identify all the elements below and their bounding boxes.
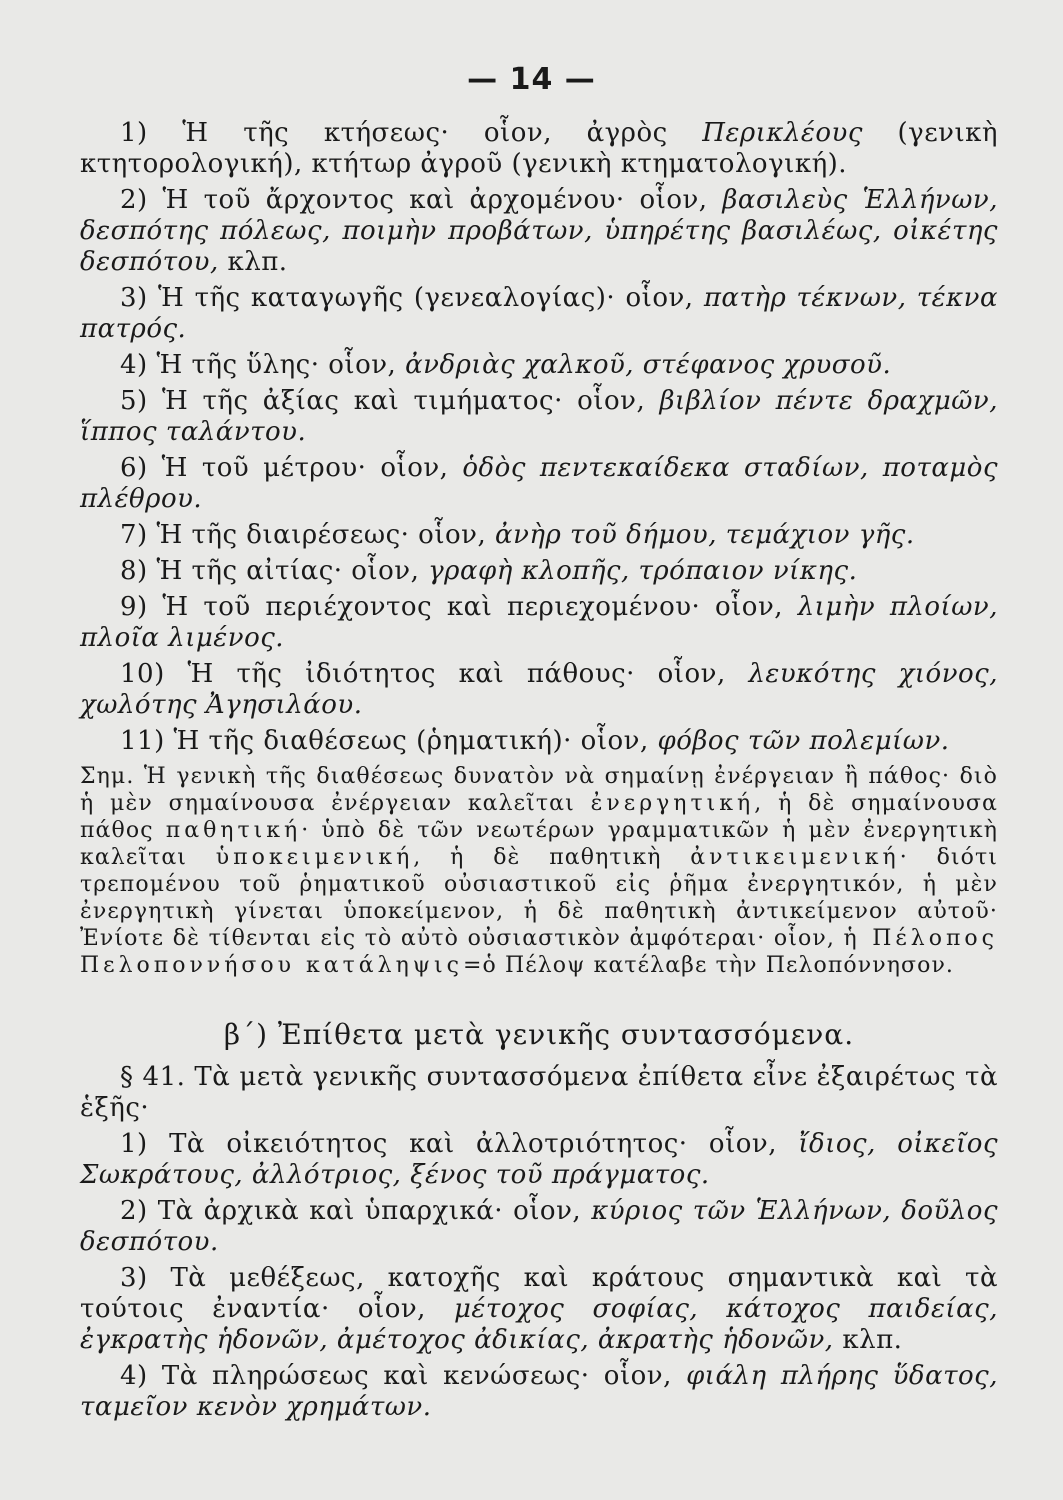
adjective-kinds-list bbox=[80, 1129, 998, 1423]
item-italic: βασιλεὺς Ἑλλήνων, δεσπότης πόλεως, ποιμὴν προβάτων, ὑπηρέτης βασιλέως, οἰκέτης δεσπότου, bbox=[80, 185, 998, 277]
item-plain: Τὰ ἀρχικὰ καὶ ὑπαρχικά· οἷον, bbox=[157, 1196, 592, 1226]
item-plain: Ἡ τῆς ὕλης· οἷον, bbox=[156, 350, 406, 380]
note bbox=[80, 763, 998, 979]
item-plain: Ἡ τοῦ ἄρχοντος καὶ ἀρχομένου· οἷον, bbox=[162, 185, 723, 215]
item-italic: ἀνὴρ τοῦ δήμου, τεμάχιον γῆς. bbox=[495, 520, 915, 550]
item-italic: μέτοχος σοφίας, κάτοχος παιδείας, ἐγκρατὴς ἡδονῶν, ἀμέτοχος ἀδικίας, ἀκρατὴς ἡδονῶν, bbox=[80, 1294, 998, 1355]
item-num: 1) bbox=[120, 118, 148, 148]
item-num: 6) bbox=[120, 453, 148, 483]
item-num: 11) bbox=[120, 726, 165, 756]
note-text: , ἡ δὲ παθητικὴ bbox=[413, 845, 691, 870]
list-item bbox=[80, 556, 998, 587]
item-plain: Τὰ πληρώσεως καὶ κενώσεως· οἷον, bbox=[161, 1361, 687, 1391]
section-title: β΄) Ἐπίθετα μετὰ γενικῆς συντασσόμενα. bbox=[223, 1018, 855, 1051]
main-text bbox=[80, 118, 998, 1428]
list-item bbox=[80, 453, 998, 515]
list-item bbox=[80, 118, 998, 180]
note-term: ὑποκειμενική bbox=[215, 845, 414, 870]
note-term: παθητική bbox=[165, 818, 302, 843]
item-plain: Ἡ τῆς ἀξίας καὶ τιμήματος· οἷον, bbox=[161, 386, 660, 416]
item-num: 9) bbox=[120, 592, 148, 622]
item-num: 3) bbox=[120, 283, 148, 313]
item-plain: Ἡ τῆς καταγωγῆς (γενεαλογίας)· οἷον, bbox=[157, 283, 704, 313]
note-text: · ὑπὸ δὲ τῶν νεωτέρων γραμματικῶν ἡ μὲν ἐνεργητικὴ καλεῖται bbox=[80, 818, 998, 870]
list-item bbox=[80, 1196, 998, 1258]
item-num: 3) bbox=[120, 1263, 148, 1293]
item-plain: Ἡ τοῦ μέτρου· οἷον, bbox=[161, 453, 463, 483]
paragraph-text: Τὰ μετὰ γενικῆς συντασσόμενα ἐπίθετα εἶνε ἐξαιρέτως τὰ ἑξῆς· bbox=[80, 1062, 998, 1123]
item-plain: Ἡ τῆς διαθέσεως (ῥηματική)· οἷον, bbox=[173, 726, 658, 756]
item-num: 5) bbox=[120, 386, 148, 416]
item-italic: γραφὴ κλοπῆς, τρόπαιον νίκης. bbox=[428, 556, 858, 586]
item-num: 10) bbox=[120, 659, 165, 689]
genitive-kinds-list bbox=[80, 118, 998, 757]
item-num: 1) bbox=[120, 1129, 148, 1159]
note-text: · διότι τρεπομένου τοῦ ῥηματικοῦ οὐσιαστικοῦ εἰς ῥῆμα ἐνεργητικόν, ἡ μὲν ἐνεργητικὴ γίνεται ὑποκείμενον, ἡ δὲ παθητικὴ ἀντικείμενον αὐτοῦ· Ἐνίοτε δὲ τίθενται εἰς τὸ αὐτὸ οὐσιαστικὸν ἀμφότεραι· οἷον, bbox=[80, 845, 998, 951]
paragraph-mark: § 41. bbox=[120, 1062, 186, 1092]
item-italic: πατὴρ τέκνων, τέκνα πατρός. bbox=[80, 283, 999, 344]
item-italic: φιάλη πλήρης ὕδατος, ταμεῖον κενὸν χρημάτων. bbox=[80, 1361, 998, 1422]
item-plain: Τὰ μεθέξεως, κατοχῆς καὶ κράτους σημαντικὰ καὶ τὰ τούτοις ἐναντία· οἷον, bbox=[80, 1263, 998, 1324]
item-num: 7) bbox=[120, 520, 148, 550]
item-italic: λιμὴν πλοίων, πλοῖα λιμένος. bbox=[80, 592, 999, 653]
item-italic: ἴδιος, οἰκεῖος Σωκράτους, ἀλλότριος, ξένος τοῦ πράγματος. bbox=[80, 1129, 999, 1190]
note-text: =ὁ Πέλοψ κατέλαβε τὴν Πελοπόννησον. bbox=[463, 953, 955, 978]
item-italic: λευκότης χιόνος, χωλότης Ἀγησιλάου. bbox=[80, 659, 998, 720]
list-item bbox=[80, 659, 998, 721]
list-item bbox=[80, 726, 998, 757]
item-plain: Ἡ τῆς διαιρέσεως· οἷον, bbox=[156, 520, 496, 550]
list-item bbox=[80, 386, 998, 448]
item-italic: βιβλίον πέντε δραχμῶν, ἵππος ταλάντου. bbox=[80, 386, 998, 447]
note-text: Σημ. Ἡ γενικὴ τῆς διαθέσεως δυνατὸν νὰ σημαίνῃ ἐνέργειαν ἢ πάθος· διὸ ἡ μὲν σημαίνουσα ἐνέργειαν καλεῖται bbox=[80, 764, 998, 816]
list-item bbox=[80, 185, 998, 278]
list-item bbox=[80, 283, 998, 345]
paragraph-41 bbox=[80, 1062, 998, 1124]
list-item bbox=[80, 350, 998, 381]
item-plain: Ἡ τῆς αἰτίας· οἷον, bbox=[156, 556, 429, 586]
list-item bbox=[80, 520, 998, 551]
item-italic: φόβος τῶν πολεμίων. bbox=[657, 726, 950, 756]
list-item bbox=[80, 1129, 998, 1191]
item-plain: Ἡ τοῦ περιέχοντος καὶ περιεχομένου· οἷον, bbox=[162, 592, 798, 622]
item-num: 4) bbox=[120, 350, 148, 380]
item-rest: κλπ. bbox=[833, 1325, 903, 1355]
item-plain: Ἡ τῆς κτήσεως· οἷον, ἀγρὸς bbox=[182, 118, 703, 148]
note-term: ἀντικειμενική bbox=[690, 845, 900, 870]
item-plain: Ἡ τῆς ἰδιότητος καὶ πάθους· οἷον, bbox=[187, 659, 749, 689]
note-text: , ἡ δὲ σημαίνουσα πάθος bbox=[80, 791, 998, 843]
item-italic: κύριος τῶν Ἑλλήνων, δοῦλος δεσπότου. bbox=[80, 1196, 998, 1257]
item-italic: Περικλέους bbox=[702, 118, 863, 148]
item-plain: Τὰ οἰκειότητος καὶ ἀλλοτριότητος· οἷον, bbox=[169, 1129, 799, 1159]
item-num: 2) bbox=[120, 1196, 148, 1226]
item-rest: (γενικὴ κτητορολογική), κτήτωρ ἀγροῦ (γενικὴ κτηματολογική). bbox=[80, 118, 998, 179]
list-item bbox=[80, 592, 998, 654]
note-term: ἐνεργητική bbox=[590, 791, 755, 816]
page-number: — 14 — bbox=[467, 62, 596, 97]
note-term: ἡ Πέλοπος Πελοποννήσου κατάληψις bbox=[80, 926, 998, 978]
item-rest: κλπ. bbox=[218, 247, 288, 277]
item-num: 8) bbox=[120, 556, 148, 586]
item-num: 4) bbox=[120, 1361, 148, 1391]
list-item bbox=[80, 1263, 998, 1356]
list-item bbox=[80, 1361, 998, 1423]
item-italic: ἀνδριὰς χαλκοῦ, στέφανος χρυσοῦ. bbox=[405, 350, 892, 380]
item-italic: ὁδὸς πεντεκαίδεκα σταδίων, ποταμὸς πλέθρου. bbox=[80, 453, 999, 514]
item-num: 2) bbox=[120, 185, 148, 215]
